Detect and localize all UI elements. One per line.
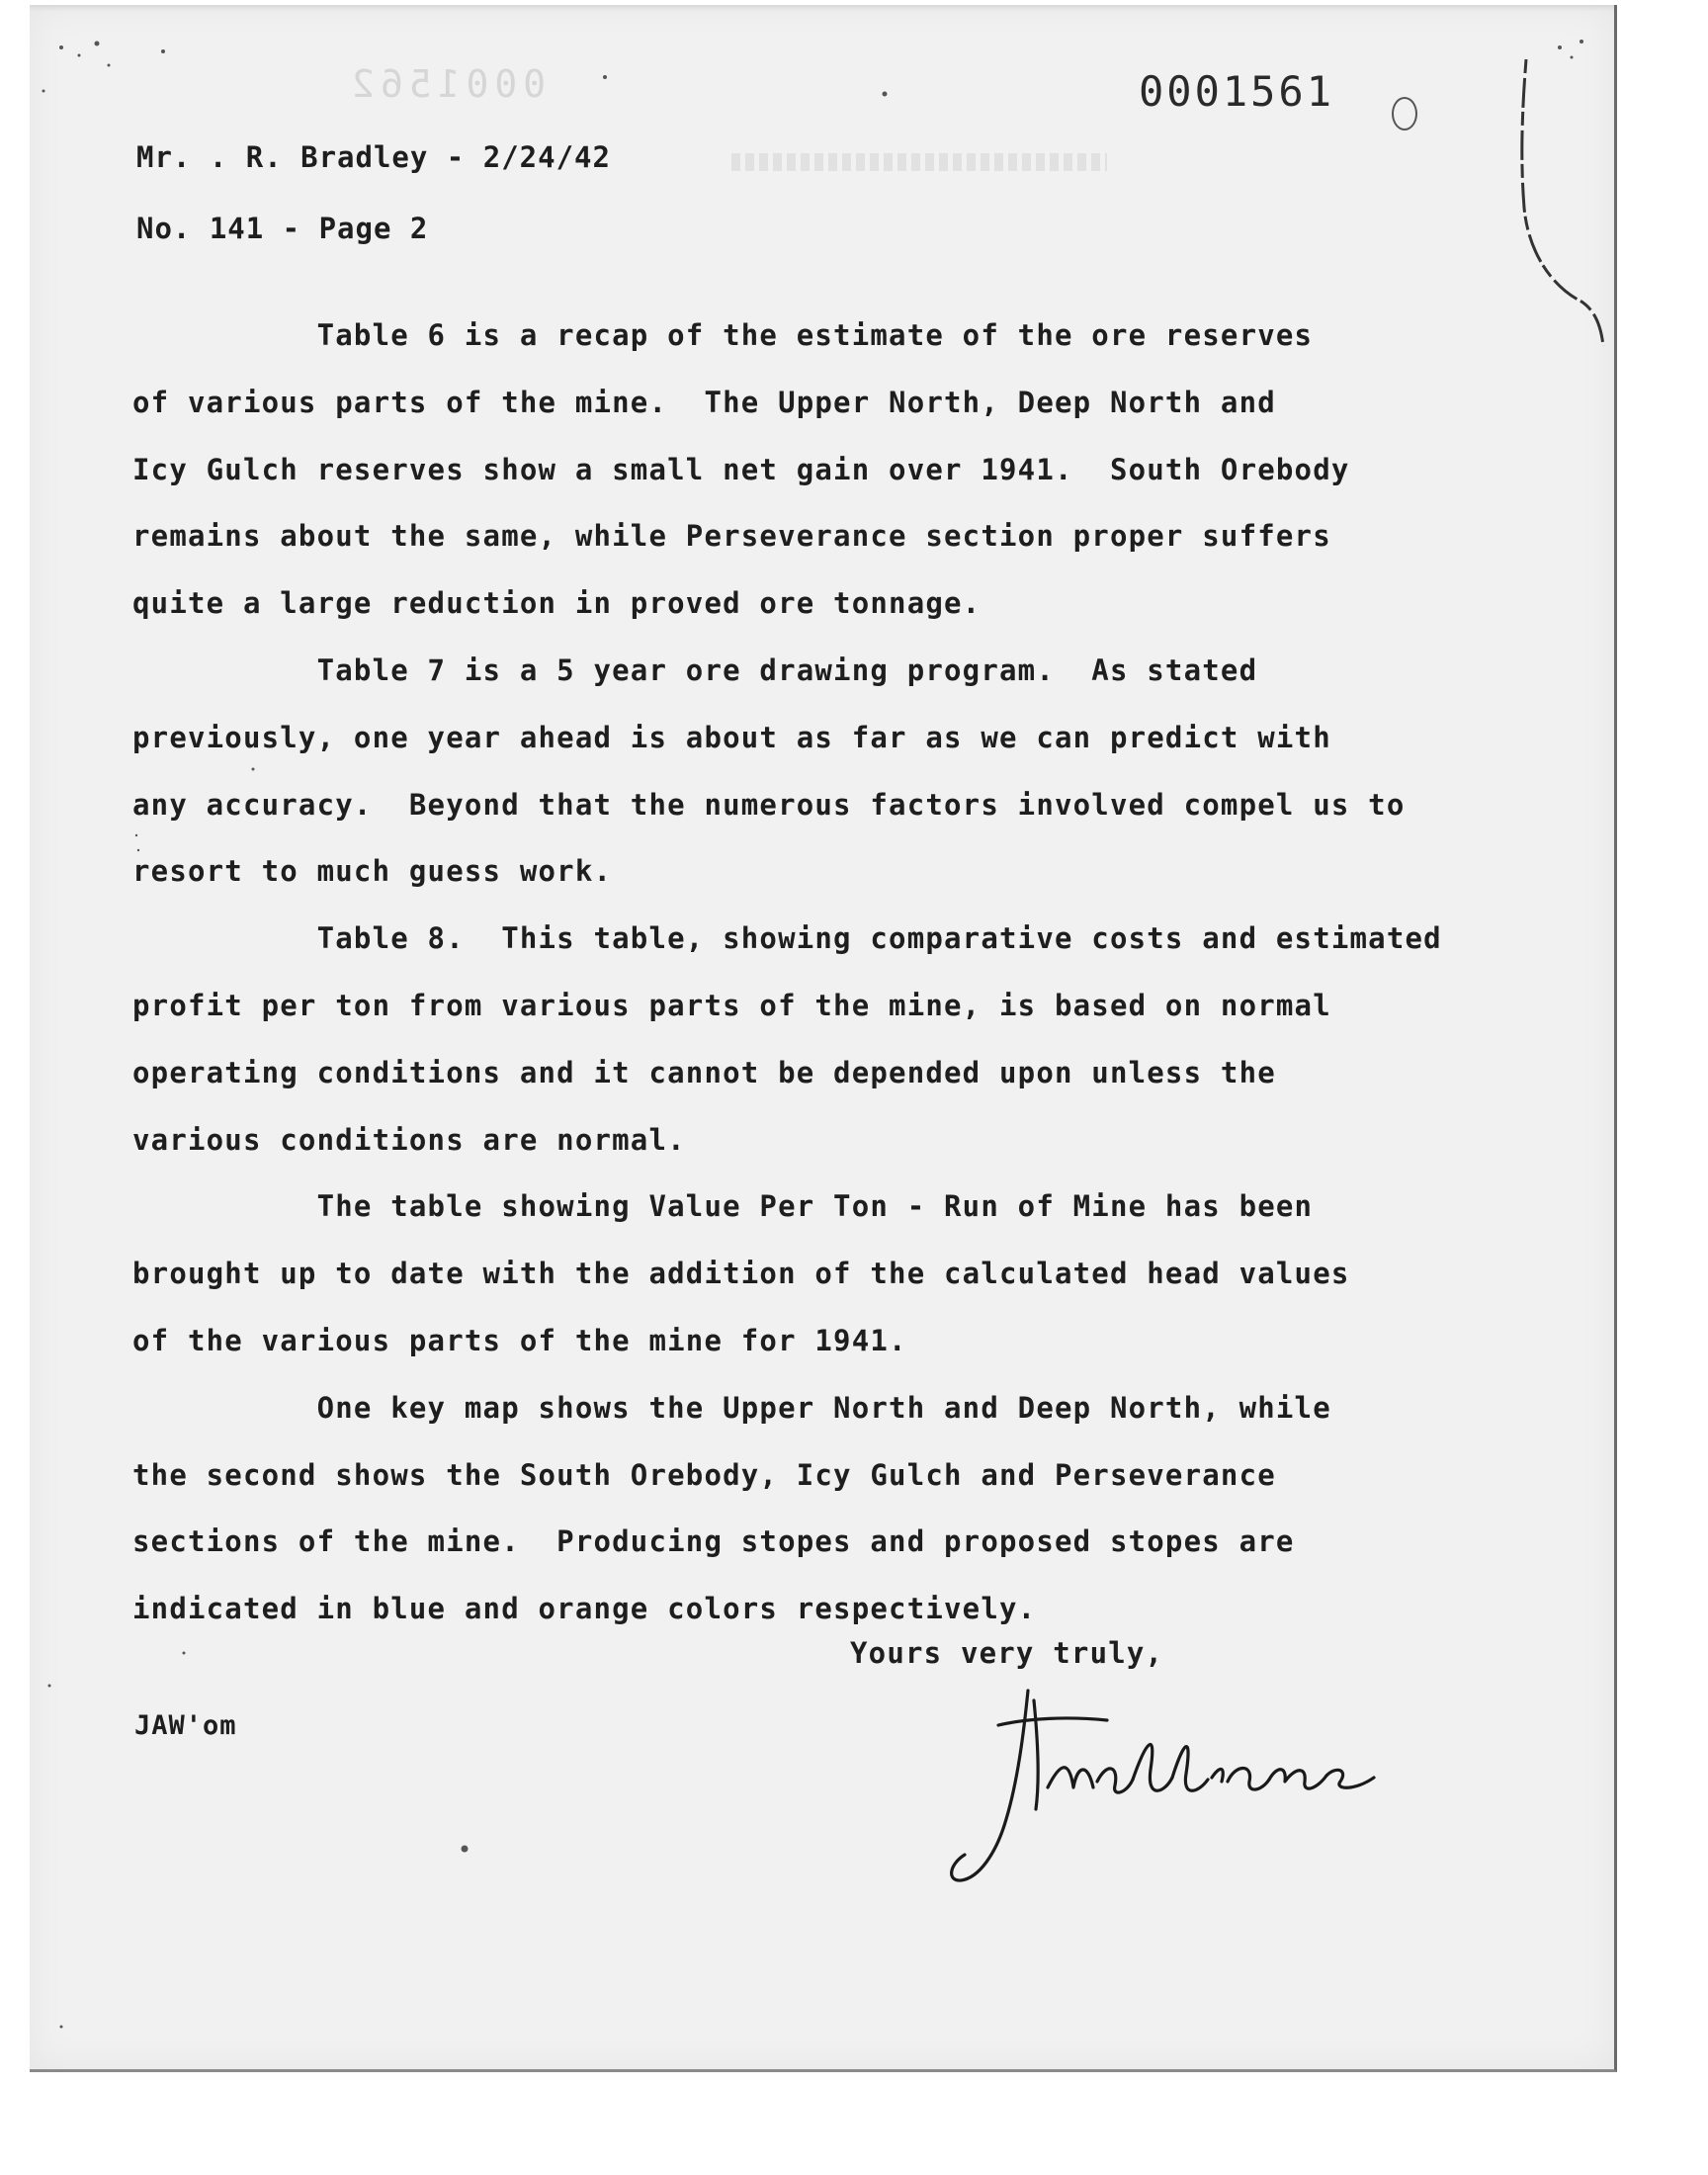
letter-page-line: No. 141 - Page 2 xyxy=(136,212,429,245)
text-line: The table showing Value Per Ton - Run of Mine has been xyxy=(132,1189,1314,1224)
text-line: quite a large reduction in proved ore tonnage. xyxy=(132,586,982,621)
text-line: of various parts of the mine. The Upper North, Deep North and xyxy=(132,385,1276,419)
bleed-through-number: 0001562 xyxy=(346,62,547,106)
text-line: profit per ton from various parts of the mine, is based on normal xyxy=(132,988,1331,1022)
punch-hole-mark xyxy=(1392,97,1417,130)
text-line: One key map shows the Upper North and Deep North, while xyxy=(132,1390,1331,1425)
text-line: various conditions are normal. xyxy=(132,1122,686,1157)
text-line: sections of the mine. Producing stopes and proposed stopes are xyxy=(132,1524,1295,1559)
text-line: Table 6 is a recap of the estimate of the ore reserves xyxy=(132,318,1314,352)
text-line: operating conditions and it cannot be depended upon unless the xyxy=(132,1055,1276,1089)
text-line: Table 8. This table, showing comparative costs and estimated xyxy=(132,921,1442,956)
text-line: brought up to date with the addition of the calculated head values xyxy=(132,1257,1350,1291)
text-line: Table 7 is a 5 year ore drawing program. As stated xyxy=(132,652,1258,687)
letter-body xyxy=(132,303,1576,1643)
text-line: resort to much guess work. xyxy=(132,854,613,889)
paragraph-value-per-ton xyxy=(132,1174,1576,1374)
closing-salutation: Yours very truly, xyxy=(850,1636,1164,1670)
text-line: previously, one year ahead is about as far as we can predict with xyxy=(132,720,1331,754)
document-number: 0001561 xyxy=(1139,67,1335,116)
paragraph-table-6 xyxy=(132,303,1576,638)
text-line: of the various parts of the mine for 1941. xyxy=(132,1323,907,1357)
paragraph-key-maps xyxy=(132,1375,1576,1643)
text-line: indicated in blue and orange colors respectively. xyxy=(132,1592,1037,1626)
typist-initials: JAW'om xyxy=(134,1710,237,1741)
text-line: the second shows the South Orebody, Icy Gulch and Perseverance xyxy=(132,1457,1276,1492)
paragraph-table-7 xyxy=(132,638,1576,906)
text-line: remains about the same, while Perseverance section proper suffers xyxy=(132,519,1331,554)
text-line: any accuracy. Beyond that the numerous factors involved compel us to xyxy=(132,787,1406,822)
handwritten-signature xyxy=(939,1671,1552,1898)
text-line: Icy Gulch reserves show a small net gain over 1941. South Orebody xyxy=(132,452,1350,486)
letter-addressee-line: Mr. . R. Bradley - 2/24/42 xyxy=(136,140,611,174)
paragraph-table-8 xyxy=(132,906,1576,1174)
